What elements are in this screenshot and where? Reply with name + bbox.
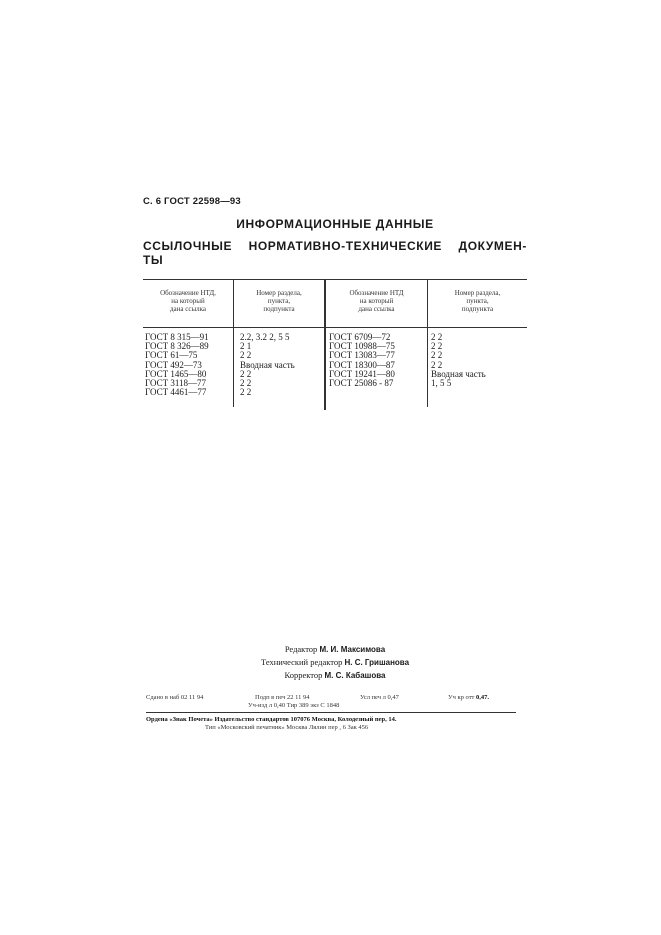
credit-role: Технический редактор — [260, 657, 343, 667]
table-cell: ГОСТ 13083—77 — [329, 350, 395, 361]
left-ntd-column — [145, 333, 209, 397]
header-ntd-left — [143, 289, 233, 313]
header-line: подпункта — [461, 305, 494, 313]
table-cell: 2 2 — [431, 359, 443, 370]
imprint-color-prints — [448, 694, 489, 702]
header-line: дана ссылка — [358, 305, 395, 313]
imprint-label: Уч кр отт — [448, 694, 475, 701]
subtitle-line-2: ТЫ — [143, 253, 164, 267]
header-line: на который — [359, 297, 394, 305]
table-cell: 2 2 — [240, 387, 252, 398]
publisher-text: Ордена «Знак Почета» Издательство стандартов 107076 Москва, Колодезный пер, 14. — [146, 716, 397, 723]
header-line: Номер раздела, — [454, 289, 501, 297]
table-cell: ГОСТ 10988—75 — [329, 341, 395, 352]
credit-editor — [200, 643, 470, 656]
header-line: пункта, — [466, 297, 489, 305]
section-subtitle — [143, 239, 527, 267]
imprint-sent-date: Сдано в наб 02 11 94 — [146, 694, 204, 701]
table-cell: 2 1 — [240, 341, 252, 352]
table-cell: ГОСТ 25086 - 87 — [329, 377, 394, 388]
header-section-left — [234, 289, 324, 313]
printer-line: Тип «Московский печатник» Москва Лялин пер , 6 Зак 456 — [205, 724, 369, 731]
right-ntd-column — [329, 333, 395, 388]
right-section-column — [431, 333, 486, 388]
table-top-rule — [143, 279, 527, 280]
subtitle-word-2: НОРМАТИВНО-ТЕХНИЧЕСКИЕ — [248, 239, 443, 253]
imprint-value: 0,47. — [476, 694, 489, 701]
table-cell: ГОСТ 8 326—89 — [145, 341, 209, 352]
table-cell: ГОСТ 4461—77 — [145, 387, 207, 398]
credit-name: М. С. Кабашова — [324, 671, 386, 680]
header-ntd-right — [326, 289, 427, 313]
page-header: С. 6 ГОСТ 22598—93 — [143, 196, 241, 207]
credit-role: Корректор — [284, 670, 323, 680]
credit-technical-editor — [200, 656, 470, 669]
header-section-right — [428, 289, 527, 313]
table-cell: 2.2, 3.2 2, 5 5 — [240, 332, 290, 342]
editorial-credits — [200, 643, 470, 682]
left-section-column — [240, 333, 295, 397]
subtitle-word-3: ДОКУМЕН- — [458, 239, 527, 253]
table-cell: 2 2 — [431, 341, 443, 352]
table-cell: 2 2 — [240, 368, 252, 379]
credit-name: Н. С. Гришанова — [344, 658, 410, 667]
table-cell: 2 2 — [240, 350, 252, 361]
header-line: Обозначение НТД, — [160, 289, 216, 297]
imprint-run-info: Уч-изд л 0,40 Тир 389 экз С 1848 — [248, 702, 340, 709]
table-cell: ГОСТ 1465—80 — [145, 368, 207, 379]
publisher-line — [146, 716, 397, 724]
table-cell: ГОСТ 61—75 — [145, 350, 198, 361]
table-cell: ГОСТ 8 315—91 — [145, 332, 209, 342]
table-cell: Вводная часть — [240, 359, 295, 370]
header-line: дана ссылка — [169, 305, 207, 313]
header-line: пункта, — [267, 297, 291, 305]
table-cell: ГОСТ 18300—87 — [329, 359, 395, 370]
table-cell: ГОСТ 3118—77 — [145, 377, 207, 388]
table-cell: ГОСТ 6709—72 — [329, 332, 391, 342]
credit-name: М. И. Максимова — [319, 645, 386, 654]
credit-proofreader — [200, 669, 470, 682]
table-cell: ГОСТ 492—73 — [145, 359, 202, 370]
subtitle-word-1: ССЫЛОЧНЫЕ — [143, 239, 233, 253]
header-line: Номер раздела, — [256, 289, 302, 297]
table-cell: 2 2 — [431, 332, 443, 342]
imprint-signed-date: Подп в печ 22 11 94 — [255, 694, 310, 701]
table-cell: 2 2 — [431, 350, 443, 361]
table-header-rule — [143, 327, 527, 328]
credit-role: Редактор — [284, 644, 318, 654]
table-cell: ГОСТ 19241—80 — [329, 368, 395, 379]
imprint-print-sheets: Усл печ л 0,47 — [360, 694, 399, 701]
document-title: ИНФОРМАЦИОННЫЕ ДАННЫЕ — [236, 217, 434, 231]
imprint-divider — [146, 712, 516, 713]
table-cell: Вводная часть — [431, 368, 486, 379]
table-cell: 2 2 — [240, 377, 252, 388]
table-cell: 1, 5 5 — [431, 377, 452, 388]
header-line: подпункта — [263, 305, 295, 313]
header-line: на который — [171, 297, 205, 305]
header-line: Обозначение НТД — [349, 289, 404, 297]
